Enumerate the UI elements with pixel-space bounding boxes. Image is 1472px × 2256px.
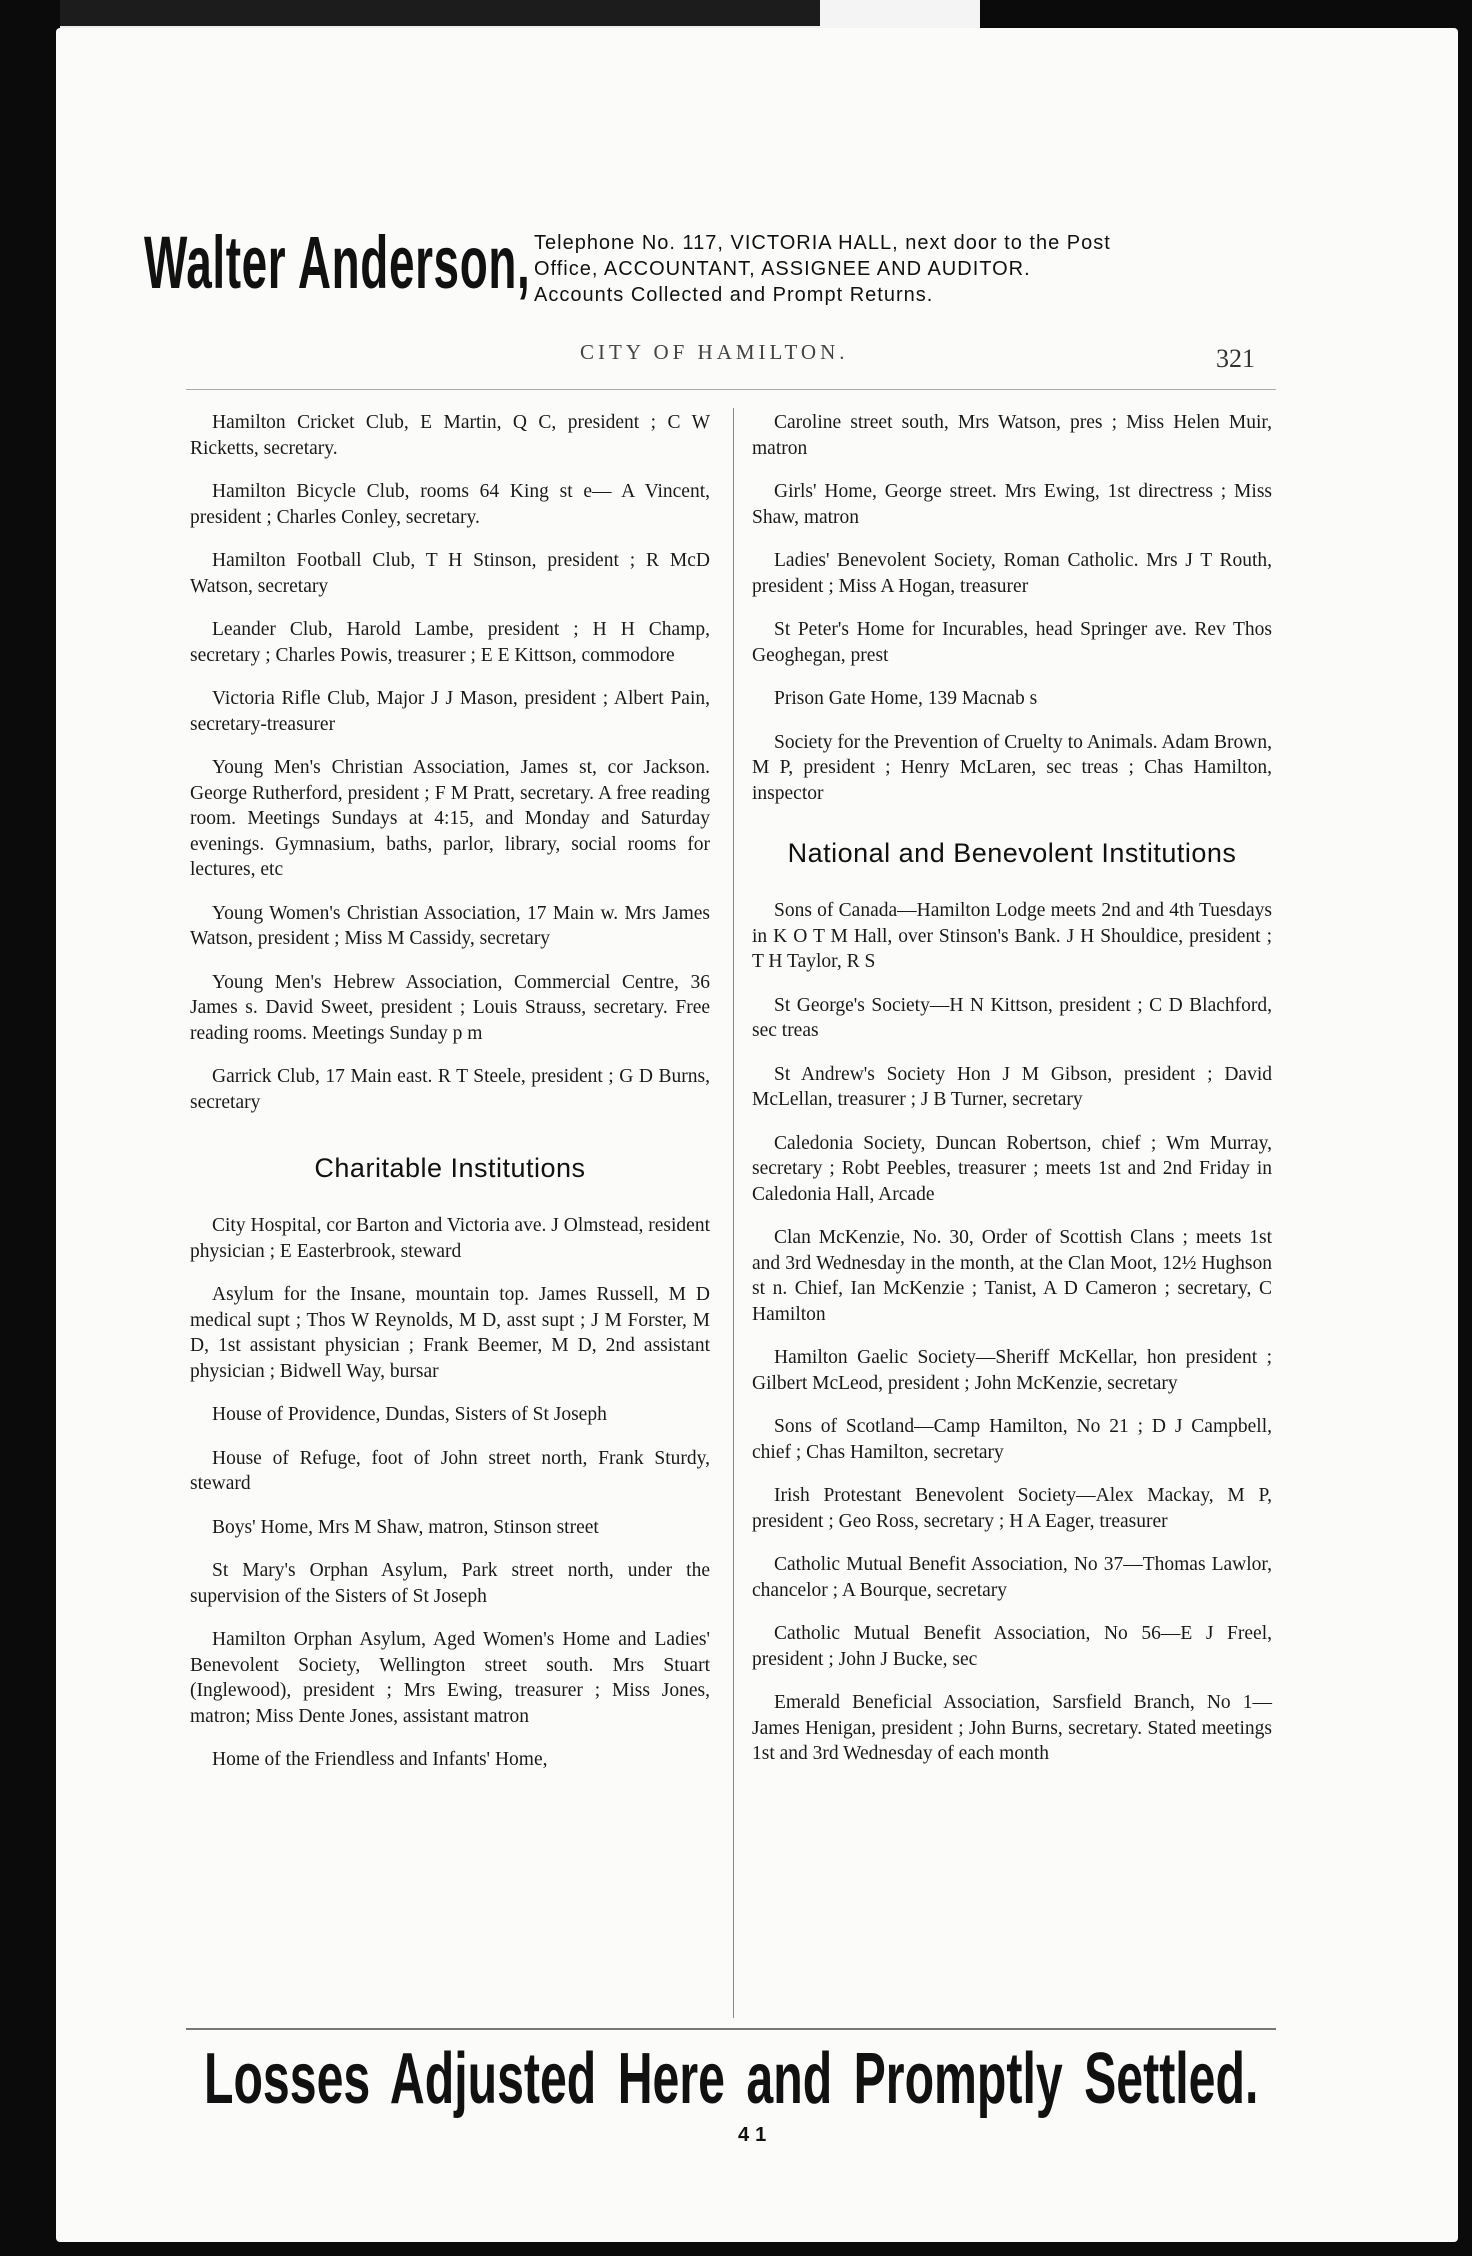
directory-entry: Caroline street south, Mrs Watson, pres ; Miss Helen Muir, matron xyxy=(752,412,1272,459)
directory-entry: Ladies' Benevolent Society, Roman Catholic. Mrs J T Routh, president ; Miss A Hogan, treasurer xyxy=(752,550,1272,597)
advertiser-name: Walter Anderson, xyxy=(144,221,531,304)
directory-entry: Emerald Beneficial Association, Sarsfield Branch, No 1—James Henigan, president ; John Burns, secretary. Stated meetings 1st and 3rd Wednesday of each month xyxy=(752,1692,1272,1764)
directory-entry: Irish Protestant Benevolent Society—Alex Mackay, M P, president ; Geo Ross, secretary ; H A Eager, treasurer xyxy=(752,1485,1272,1532)
advertisement-header xyxy=(144,204,1284,314)
directory-entry: Leander Club, Harold Lambe, president ; H H Champ, secretary ; Charles Powis, treasurer ; E E Kittson, commodore xyxy=(190,619,710,666)
directory-entry: House of Providence, Dundas, Sisters of St Joseph xyxy=(212,1404,607,1425)
directory-entry: Prison Gate Home, 139 Macnab s xyxy=(774,688,1038,709)
directory-entry: Home of the Friendless and Infants' Home, xyxy=(212,1749,548,1770)
directory-entry: City Hospital, cor Barton and Victoria ave. J Olmstead, resident physician ; E Easterbrook, steward xyxy=(190,1215,710,1262)
directory-entry: Hamilton Football Club, T H Stinson, president ; R McD Watson, secretary xyxy=(190,550,710,597)
advertiser-line-3: Accounts Collected and Prompt Returns. xyxy=(534,284,934,306)
directory-entry: Young Men's Hebrew Association, Commercial Centre, 36 James s. David Sweet, president ; Louis Strauss, secretary. Free reading rooms. Meetings Sunday p m xyxy=(190,971,710,1044)
scan-edge-top xyxy=(60,0,820,30)
directory-entry: Hamilton Gaelic Society—Sheriff McKellar, hon president ; Gilbert McLeod, president ; John McKenzie, secretary xyxy=(752,1347,1272,1394)
directory-entry: Garrick Club, 17 Main east. R T Steele, president ; G D Burns, secretary xyxy=(190,1066,710,1113)
directory-entry: St Mary's Orphan Asylum, Park street north, under the supervision of the Sisters of St Joseph xyxy=(190,1560,710,1607)
column-divider xyxy=(733,408,734,2018)
directory-entry: Hamilton Cricket Club, E Martin, Q C, president ; C W Ricketts, secretary. xyxy=(190,412,710,459)
directory-entry: Hamilton Bicycle Club, rooms 64 King st e— A Vincent, president ; Charles Conley, secretary. xyxy=(190,481,710,528)
footer-rule xyxy=(186,2028,1276,2030)
directory-entry: St Andrew's Society Hon J M Gibson, president ; David McLellan, treasurer ; J B Turner, secretary xyxy=(752,1063,1272,1110)
directory-entry: Boys' Home, Mrs M Shaw, matron, Stinson street xyxy=(212,1516,599,1538)
directory-entry: Society for the Prevention of Cruelty to Animals. Adam Brown, M P, president ; Henry McLaren, sec treas ; Chas Hamilton, inspector xyxy=(752,731,1272,804)
directory-entry: Caledonia Society, Duncan Robertson, chief ; Wm Murray, secretary ; Robt Peebles, treasurer ; meets 1st and 2nd Friday in Caledonia Hall, Arcade xyxy=(752,1132,1272,1205)
directory-entry: Girls' Home, George street. Mrs Ewing, 1st directress ; Miss Shaw, matron xyxy=(752,481,1272,528)
directory-entry: Sons of Scotland—Camp Hamilton, No 21 ; D J Campbell, chief ; Chas Hamilton, secretary xyxy=(752,1416,1272,1463)
directory-entry: Sons of Canada—Hamilton Lodge meets 2nd and 4th Tuesdays in K O T M Hall, over Stinson's Bank. J H Shouldice, president ; T H Taylor, R S xyxy=(752,900,1272,972)
directory-entry: Asylum for the Insane, mountain top. James Russell, M D medical supt ; Thos W Reynolds, M D, asst supt ; J M Forster, M D, 1st assistant physician ; Frank Beemer, M D, 2nd assistant physician ; Bidwell Way, bursar xyxy=(190,1284,710,1382)
left-column xyxy=(190,410,710,1791)
running-head: CITY OF HAMILTON. xyxy=(580,340,849,364)
directory-entry: Catholic Mutual Benefit Association, No 37—Thomas Lawlor, chancelor ; A Bourque, secretary xyxy=(752,1554,1272,1601)
right-column xyxy=(752,410,1272,1785)
directory-entry: St Peter's Home for Incurables, head Springer ave. Rev Thos Geoghegan, prest xyxy=(752,619,1272,666)
page-number: 321 xyxy=(1216,344,1255,373)
header-rule xyxy=(186,389,1276,390)
directory-entry: Young Women's Christian Association, 17 Main w. Mrs James Watson, president ; Miss M Cassidy, secretary xyxy=(190,902,710,949)
footer-advertisement: Losses Adjusted Here and Promptly Settled. xyxy=(204,2039,1259,2119)
directory-entry: St George's Society—H N Kittson, president ; C D Blachford, sec treas xyxy=(752,994,1272,1041)
section-heading-charitable: Charitable Institutions xyxy=(314,1153,586,1183)
folio-number: 41 xyxy=(738,2124,773,2146)
directory-entry: Young Men's Christian Association, James st, cor Jackson. George Rutherford, president ; F M Pratt, secretary. A free reading room. Meetings Sundays at 4:15, and Monday and Saturday evenings. Gymnasium, baths, parlor, library, social rooms for lectures, etc xyxy=(190,757,710,880)
directory-entry: Hamilton Orphan Asylum, Aged Women's Home and Ladies' Benevolent Society, Wellington street south. Mrs Stuart (Inglewood), president ; Mrs Ewing, treasurer ; Miss Jones, matron; Miss Dente Jones, assistant matron xyxy=(190,1629,710,1727)
section-heading-national: National and Benevolent Institutions xyxy=(787,838,1237,868)
directory-entry: Catholic Mutual Benefit Association, No 56—E J Freel, president ; John J Bucke, sec xyxy=(752,1623,1272,1670)
directory-entry: Victoria Rifle Club, Major J J Mason, president ; Albert Pain, secretary-treasurer xyxy=(190,688,710,735)
advertiser-details xyxy=(534,230,1294,308)
advertiser-line-1: Telephone No. 117, VICTORIA HALL, next door to the Post xyxy=(534,232,1111,254)
directory-entry: Clan McKenzie, No. 30, Order of Scottish Clans ; meets 1st and 3rd Wednesday in the month, at the Clan Moot, 12½ Hughson st n. Chief, Ian McKenzie ; Tanist, A D Cameron ; secretary, C Hamilton xyxy=(752,1227,1272,1325)
advertiser-line-2: Office, ACCOUNTANT, ASSIGNEE AND AUDITOR. xyxy=(534,258,1031,280)
directory-entry: House of Refuge, foot of John street north, Frank Sturdy, steward xyxy=(190,1447,710,1494)
